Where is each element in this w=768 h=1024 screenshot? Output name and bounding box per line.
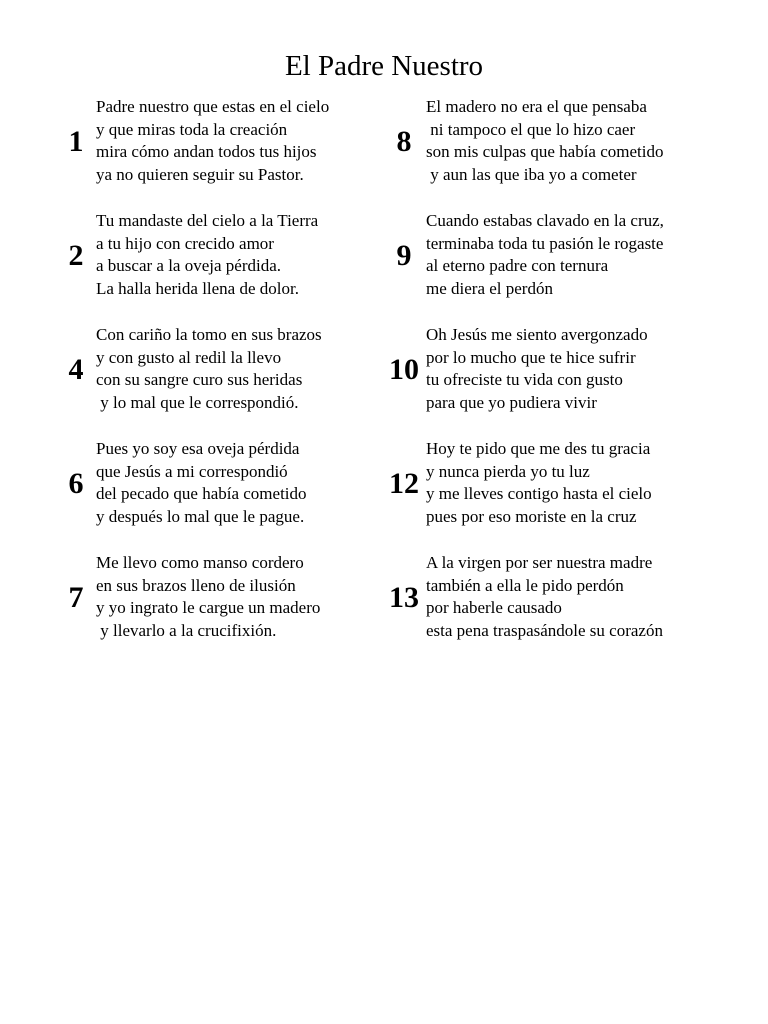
stanza-line: mira cómo andan todos tus hijos bbox=[96, 142, 317, 162]
stanza-number: 4 bbox=[68, 353, 84, 386]
stanza-lines bbox=[96, 438, 307, 528]
stanza-line: me diera el perdón bbox=[426, 278, 553, 298]
stanza-line: Tu mandaste del cielo a la Tierra bbox=[96, 211, 319, 230]
stanza-number: 9 bbox=[396, 239, 412, 272]
stanza-line: El madero no era el que pensaba bbox=[426, 97, 647, 116]
stanza-line: Pues yo soy esa oveja pérdida bbox=[96, 439, 300, 458]
stanza-number: 13 bbox=[389, 581, 419, 614]
stanza-line: y aun las que iba yo a cometer bbox=[426, 164, 637, 184]
stanza-lines bbox=[426, 210, 664, 300]
stanza-line: terminaba toda tu pasión le rogaste bbox=[426, 233, 664, 253]
stanza-line: que Jesús a mi correspondió bbox=[96, 461, 288, 481]
stanza-line: y con gusto al redil la llevo bbox=[96, 347, 282, 367]
stanza-12 bbox=[378, 438, 718, 530]
stanza-line: esta pena traspasándole su corazón bbox=[426, 620, 663, 640]
stanza-line: por haberle causado bbox=[426, 598, 562, 618]
stanza-line: a buscar a la oveja pérdida. bbox=[96, 256, 282, 276]
stanza-line: y nunca pierda yo tu luz bbox=[426, 461, 590, 481]
stanza-line: y lo mal que le correspondió. bbox=[96, 392, 299, 412]
stanza-line: y yo ingrato le cargue un madero bbox=[96, 598, 321, 618]
stanza-lines bbox=[426, 552, 663, 642]
stanza-line: A la virgen por ser nuestra madre bbox=[426, 553, 653, 572]
stanza-line: Con cariño la tomo en sus brazos bbox=[96, 325, 322, 344]
page-title: El Padre Nuestro bbox=[284, 50, 484, 82]
stanza-7 bbox=[58, 552, 398, 644]
stanza-line: Cuando estabas clavado en la cruz, bbox=[426, 211, 664, 230]
stanza-lines bbox=[96, 552, 320, 642]
stanza-line: para que yo pudiera vivir bbox=[426, 392, 597, 412]
stanza-line: y me lleves contigo hasta el cielo bbox=[426, 484, 652, 504]
stanza-line: La halla herida llena de dolor. bbox=[96, 278, 299, 298]
stanza-number: 1 bbox=[68, 125, 84, 158]
stanza-number: 2 bbox=[68, 239, 84, 272]
stanza-lines bbox=[96, 324, 322, 414]
stanza-line: a tu hijo con crecido amor bbox=[96, 233, 274, 253]
stanza-2 bbox=[58, 210, 398, 302]
stanza-line: Padre nuestro que estas en el cielo bbox=[96, 97, 330, 116]
stanza-number: 6 bbox=[68, 467, 84, 500]
stanza-lines bbox=[96, 210, 318, 300]
stanza-line: pues por eso moriste en la cruz bbox=[426, 506, 637, 526]
stanza-line: y después lo mal que le pague. bbox=[96, 506, 305, 526]
stanza-line: Oh Jesús me siento avergonzado bbox=[426, 325, 648, 344]
stanza-line: Me llevo como manso cordero bbox=[96, 553, 304, 572]
stanza-line: y que miras toda la creación bbox=[96, 119, 288, 139]
stanza-lines bbox=[426, 438, 652, 528]
stanza-line: del pecado que había cometido bbox=[96, 484, 307, 504]
stanza-1 bbox=[58, 96, 398, 188]
stanza-line: con su sangre curo sus heridas bbox=[96, 370, 303, 390]
stanza-line: Hoy te pido que me des tu gracia bbox=[426, 439, 651, 458]
stanza-line: al eterno padre con ternura bbox=[426, 256, 609, 276]
stanza-lines bbox=[426, 96, 663, 186]
stanza-9 bbox=[378, 210, 718, 302]
stanza-8 bbox=[378, 96, 718, 188]
stanza-line: ya no quieren seguir su Pastor. bbox=[96, 164, 304, 184]
stanza-lines bbox=[96, 96, 329, 186]
stanza-number: 10 bbox=[389, 353, 419, 386]
stanza-line: y llevarlo a la crucifixión. bbox=[96, 620, 277, 640]
stanza-number: 12 bbox=[389, 467, 419, 500]
stanza-line: tu ofreciste tu vida con gusto bbox=[426, 370, 623, 390]
stanza-6 bbox=[58, 438, 398, 530]
stanza-line: ni tampoco el que lo hizo caer bbox=[426, 119, 636, 139]
stanza-number: 8 bbox=[396, 125, 412, 158]
stanza-line: en sus brazos lleno de ilusión bbox=[96, 575, 296, 595]
stanza-lines bbox=[426, 324, 648, 414]
stanza-line: por lo mucho que te hice sufrir bbox=[426, 347, 636, 367]
stanza-4 bbox=[58, 324, 398, 416]
stanza-line: son mis culpas que había cometido bbox=[426, 142, 664, 162]
stanza-10 bbox=[378, 324, 718, 416]
stanza-line: también a ella le pido perdón bbox=[426, 575, 624, 595]
stanza-number: 7 bbox=[68, 581, 84, 614]
stanza-13 bbox=[378, 552, 718, 644]
